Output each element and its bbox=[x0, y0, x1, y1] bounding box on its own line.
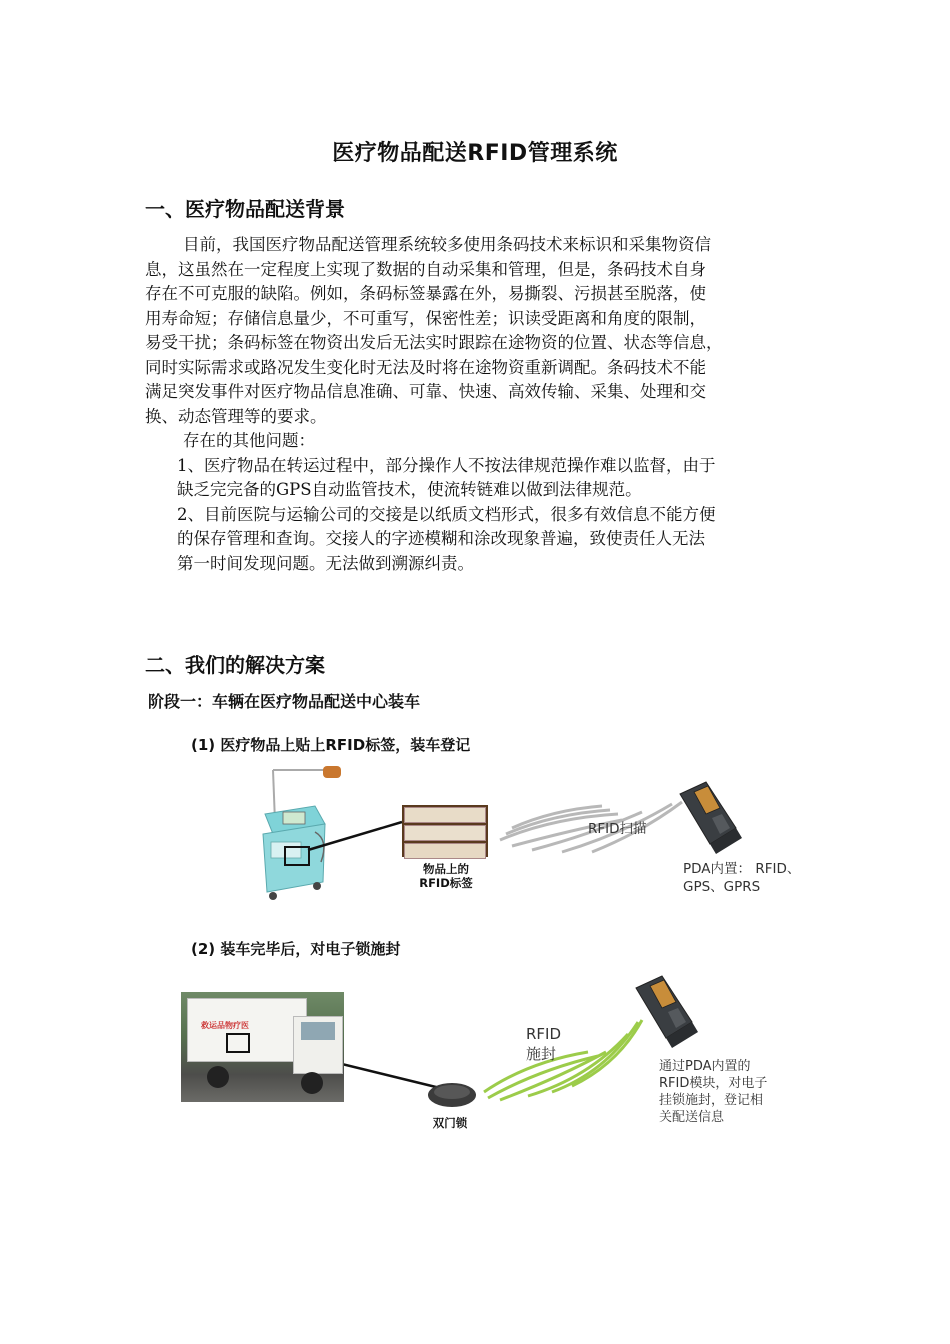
pda-device-icon bbox=[628, 972, 708, 1052]
other-issues-label: 存在的其他问题： bbox=[183, 431, 315, 450]
issue-line: 2、目前医院与运输公司的交接是以纸质文档形式，很多有效信息不能方便 bbox=[177, 504, 716, 524]
page-title: 医疗物品配送RFID管理系统 bbox=[332, 141, 618, 166]
pda-caption bbox=[683, 860, 800, 896]
pda-seal-caption bbox=[659, 1058, 767, 1126]
pda-seal-caption-line: 关配送信息 bbox=[659, 1110, 725, 1125]
pda-caption-line: GPS、GPRS bbox=[683, 879, 761, 895]
lock-icon bbox=[424, 1078, 480, 1112]
rfid-tags-image bbox=[402, 805, 488, 857]
truck-lock-highlight bbox=[226, 1033, 250, 1053]
tag-caption-line: RFID标签 bbox=[419, 876, 473, 890]
para-line: 息，这虽然在一定程度上实现了数据的自动采集和管理，但是，条码技术自身 bbox=[145, 259, 706, 279]
lock-caption: 双门锁 bbox=[432, 1116, 468, 1130]
para-line: 目前，我国医疗物品配送管理系统较多使用条码技术来标识和采集物资信 bbox=[183, 235, 711, 254]
section-heading-background: 一、医疗物品配送背景 bbox=[145, 197, 345, 221]
step1-title: (1) 医疗物品上贴上RFID标签，装车登记 bbox=[191, 736, 471, 754]
pda-seal-caption-line: 通过PDA内置的 bbox=[659, 1059, 751, 1074]
pda-seal-caption-line: RFID模块，对电子 bbox=[659, 1076, 768, 1091]
seal-wave-icon bbox=[478, 1012, 648, 1102]
issue-line: 1、医疗物品在转运过程中，部分操作人不按法律规范操作难以监督，由于 bbox=[177, 455, 716, 475]
seal-label-line: RFID bbox=[526, 1025, 562, 1043]
pda-device-icon bbox=[672, 778, 752, 858]
issue-line: 第一时间发现问题。无法做到溯源纠责。 bbox=[177, 553, 474, 573]
section-heading-solution: 二、我们的解决方案 bbox=[145, 653, 325, 677]
para-line: 用寿命短；存储信息量少，不可重写，保密性差；识读受距离和角度的限制， bbox=[145, 308, 706, 328]
rfid-scan-label: RFID扫描 bbox=[588, 821, 647, 837]
para-line: 满足突发事件对医疗物品信息准确、可靠、快速、高效传输、采集、处理和交 bbox=[145, 382, 706, 401]
seal-label-line: 施封 bbox=[526, 1045, 557, 1063]
pda-seal-caption-line: 挂锁施封，登记相 bbox=[659, 1093, 764, 1108]
rfid-seal-label bbox=[526, 1024, 561, 1064]
para-line: 同时实际需求或路况发生变化时无法及时将在途物资重新调配。条码技术不能 bbox=[145, 357, 706, 377]
step2-title: (2) 装车完毕后，对电子锁施封 bbox=[191, 940, 401, 958]
para-line: 易受干扰；条码标签在物资出发后无法实时跟踪在途物资的位置、状态等信息， bbox=[145, 333, 723, 352]
tag-caption-line: 物品上的 bbox=[423, 862, 469, 876]
issue-line: 的保存管理和查询。交接人的字迹模糊和涂改现象普遍，致使责任人无法 bbox=[177, 529, 705, 548]
para-line: 存在不可克服的缺陷。例如，条码标签暴露在外，易撕裂、污损甚至脱落，使 bbox=[145, 284, 706, 303]
truck-photo bbox=[181, 992, 344, 1102]
truck-sign: 救运品物疗医 bbox=[201, 1021, 249, 1030]
para-line: 换、动态管理等的要求。 bbox=[145, 406, 327, 426]
pda-caption-line: PDA内置： RFID、 bbox=[683, 861, 801, 877]
tag-caption bbox=[404, 862, 488, 890]
issue-line: 缺乏完完备的GPS自动监管技术，使流转链难以做到法律规范。 bbox=[177, 480, 642, 499]
stage-one-heading: 阶段一：车辆在医疗物品配送中心装车 bbox=[148, 692, 421, 711]
